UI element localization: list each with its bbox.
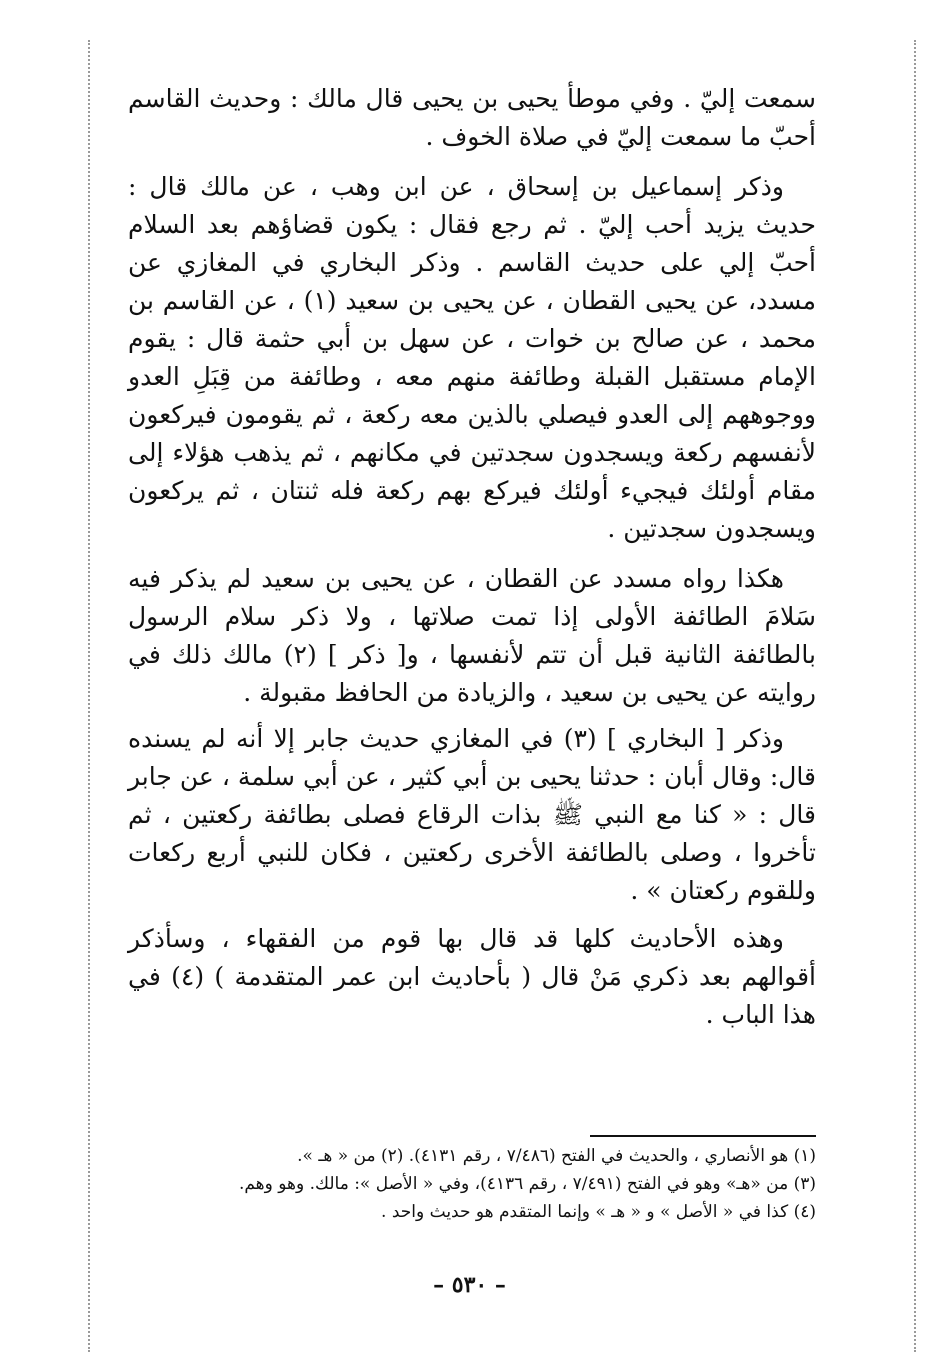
- footnote-2: (٣) من «هـ» وهو في الفتح (٧/٤٩١ ، رقم ٤١٣٦)، وفي « الأصل »: مالك. وهو وهم.: [238, 1174, 816, 1194]
- left-margin-dotted-line: [88, 40, 90, 1352]
- paragraph-2: وذكر إسماعيل بن إسحاق ، عن ابن وهب ، عن مالك قال : حديث يزيد أحب إليّ . ثم رجع فقال : يكون قضاؤهم بعد السلام أحبّ إلي على حديث القاسم . وذكر البخاري في المغازي عن مسدد، عن يحيى القطان ، عن يحيى بن سعيد (١) ، عن القاسم بن محمد ، عن صالح بن خوات ، عن سهل بن أبي حثمة قال : يقوم الإمام مستقبل القبلة وطائفة منهم معه ، وطائفة من قِبَلِ العدو ووجوههم إلى العدو فيصلي بالذين معه ركعة ، ثم يقومون فيركعون لأنفسهم ركعة ويسجدون سجدتين في مكانهم ، ثم يذهب هؤلاء إلى مقام أولئك فيجيء أولئك فيركع بهم ركعة فله ثنتان ، ثم يركعون ويسجدون سجدتين .: [128, 172, 816, 543]
- main-text: [128, 80, 816, 1034]
- footnote-3: (٤) كذا في « الأصل » و « هـ » وإنما المتقدم هو حديث واحد .: [381, 1202, 816, 1222]
- footnotes: [128, 1142, 816, 1226]
- paragraph-5: وهذه الأحاديث كلها قد قال بها قوم من الفقهاء ، وسأذكر أقوالهم بعد ذكري مَنْ قال ( بأحاديث ابن عمر المتقدمة ) (٤) في هذا الباب .: [128, 924, 816, 1029]
- footnote-separator: [590, 1135, 816, 1137]
- paragraph-4: وذكر [ البخاري ] (٣) في المغازي حديث جابر إلا أنه لم يسنده قال: وقال أبان : حدثنا يحيى بن أبي كثير ، عن أبي سلمة ، عن جابر قال : « كنا مع النبي ﷺ بذات الرقاع فصلى بطائفة ركعتين ، ثم تأخروا ، وصلى بالطائفة الأخرى ركعتين ، فكان للنبي أربع ركعات وللقوم ركعتان » .: [128, 724, 816, 905]
- paragraph-3: هكذا رواه مسدد عن القطان ، عن يحيى بن سعيد لم يذكر فيه سَلامَ الطائفة الأولى إذا تمت صلاتها ، ولا ذكر سلام الرسول بالطائفة الثانية قبل أن تتم لأنفسها ، و[ ذكر ] (٢) مالك ذلك في روايته عن يحيى بن سعيد ، والزيادة من الحافظ مقبولة .: [128, 564, 816, 707]
- right-margin-dotted-line: [914, 40, 916, 1352]
- footnote-1: (١) هو الأنصاري ، والحديث في الفتح (٧/٤٨٦ ، رقم ٤١٣١). (٢) من « هـ ».: [297, 1146, 816, 1166]
- paragraph-1: سمعت إليّ . وفي موطأ يحيى بن يحيى قال مالك : وحديث القاسم أحبّ ما سمعت إليّ في صلاة الخوف .: [128, 84, 816, 151]
- page-number: – ٥٣٠ –: [433, 1272, 506, 1298]
